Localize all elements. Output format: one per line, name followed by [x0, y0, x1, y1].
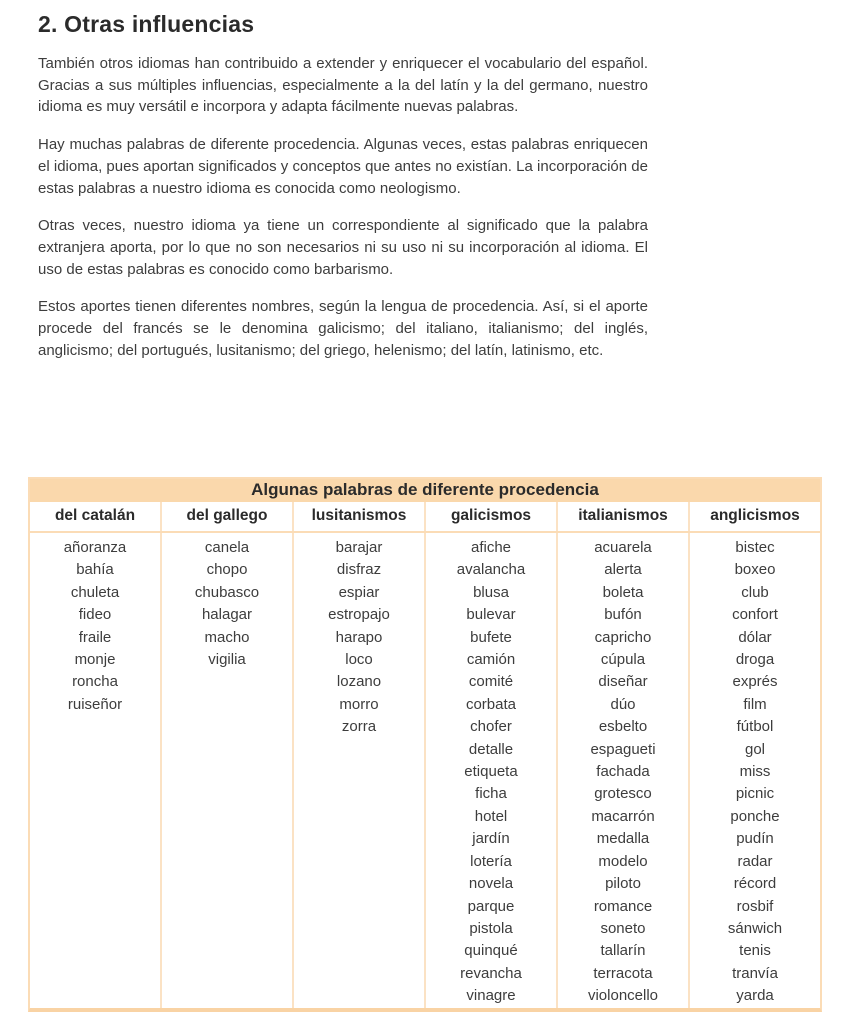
word-cell: halagar — [201, 606, 253, 624]
word-cell: chubasco — [194, 583, 260, 601]
word-cell: lotería — [470, 852, 512, 870]
word-cell: soneto — [600, 919, 646, 937]
column-header-2: lusitanismos — [294, 502, 426, 531]
word-cell: acuarela — [594, 539, 652, 556]
word-cell: bufón — [604, 606, 642, 624]
word-cell: terracota — [593, 964, 653, 982]
word-cell: rosbif — [736, 897, 774, 915]
word-cell: piloto — [605, 875, 641, 893]
word-cell: chofer — [470, 718, 512, 736]
table-column-5 — [690, 533, 820, 1008]
word-cell: modelo — [598, 852, 648, 870]
word-cell: hotel — [474, 807, 508, 825]
column-header-1: del gallego — [162, 502, 294, 531]
word-cell: cúpula — [600, 651, 646, 669]
column-header-0: del catalán — [30, 502, 162, 531]
word-cell: revancha — [460, 964, 522, 982]
paragraph-neologismo: Hay muchas palabras de diferente procedencia. Algunas veces, estas palabras enriquecen el idioma, pues aportan significados y conceptos que antes no existían. La incorporación de estas palabras a nuestro idioma es conocida como neologismo. — [38, 136, 648, 197]
word-cell: récord — [733, 875, 777, 893]
word-cell: bistec — [735, 539, 775, 556]
word-cell: dúo — [610, 695, 636, 713]
word-cell: pudín — [736, 830, 774, 848]
word-cell: afiche — [470, 539, 512, 556]
word-cell: picnic — [735, 785, 775, 803]
procedencia-table — [28, 477, 822, 1012]
word-cell: macarrón — [591, 807, 655, 825]
paragraph-barbarismo: Otras veces, nuestro idioma ya tiene un correspondiente al significado que la palabra extranjera aporta, por lo que no son necesarios ni su uso ni su incorporación al idioma. El uso de estas palabras es conocido como barbarismo. — [38, 217, 648, 278]
word-cell: vigilia — [208, 651, 246, 669]
column-header-4: italianismos — [558, 502, 690, 531]
word-cell: bufete — [470, 628, 512, 646]
paragraph-influencias: También otros idiomas han contribuido a extender y enriquecer el vocabulario del español. Gracias a sus múltiples influencias, especialmente a la del latín y la del germano, nuestro idioma es muy versátil e incorpora y adapta fácilmente nuevas palabras. — [38, 55, 648, 116]
word-cell: jardín — [472, 830, 510, 848]
word-cell: droga — [735, 651, 775, 669]
word-cell: camión — [466, 651, 516, 669]
word-cell: fideo — [78, 606, 112, 624]
table-column-4 — [558, 533, 690, 1008]
word-cell: tenis — [739, 942, 771, 960]
word-cell: fachada — [596, 763, 650, 781]
word-cell: parque — [467, 897, 515, 915]
word-cell: diseñar — [598, 673, 648, 691]
word-cell: blusa — [473, 583, 509, 601]
word-cell: quinqué — [464, 942, 518, 960]
section-heading: 2. Otras influencias — [38, 11, 255, 37]
word-cell: dólar — [738, 628, 772, 646]
word-cell: tallarín — [600, 942, 646, 960]
word-cell: estropajo — [328, 606, 390, 624]
word-cell: bahía — [76, 561, 114, 579]
word-cell: sánwich — [727, 919, 783, 937]
table-header-row — [30, 502, 820, 533]
word-cell: film — [743, 695, 767, 713]
word-cell: boleta — [602, 583, 644, 601]
word-cell: loco — [345, 651, 373, 669]
word-cell: espagueti — [590, 740, 656, 758]
body-text — [38, 53, 648, 377]
word-cell: macho — [204, 628, 250, 646]
word-cell: ruiseñor — [67, 695, 123, 713]
word-cell: pistola — [469, 919, 513, 937]
paragraph-aportes: Estos aportes tienen diferentes nombres, según la lengua de procedencia. Así, si el aporte procede del francés se le denomina galicismo; del italiano, italianismo; del inglés, anglicismo; del portugués, lusitanismo; del griego, helenismo; del latín, latinismo, etc. — [38, 298, 648, 359]
table-title: Algunas palabras de diferente procedencia — [30, 479, 820, 502]
word-cell: corbata — [465, 695, 517, 713]
column-header-5: anglicismos — [710, 507, 800, 524]
table-column-3 — [426, 533, 558, 1008]
word-cell: radar — [737, 852, 773, 870]
word-cell: lozano — [336, 673, 382, 691]
table-column-1 — [162, 533, 294, 1008]
word-cell: bulevar — [466, 606, 516, 624]
word-cell: detalle — [468, 740, 514, 758]
word-cell: gol — [744, 740, 766, 758]
word-cell: violoncello — [587, 987, 659, 1005]
word-cell: barajar — [335, 539, 383, 556]
word-cell: boxeo — [734, 561, 776, 579]
table-column-0 — [30, 533, 162, 1008]
word-cell: etiqueta — [464, 763, 518, 781]
table-body — [30, 533, 820, 1008]
word-cell: tranvía — [732, 964, 778, 982]
word-cell: yarda — [736, 987, 774, 1005]
word-cell: comité — [468, 673, 514, 691]
word-cell: romance — [593, 897, 653, 915]
word-cell: club — [741, 583, 769, 601]
word-cell: ponche — [730, 807, 780, 825]
word-cell: roncha — [72, 673, 118, 691]
word-cell: disfraz — [336, 561, 382, 579]
word-cell: vinagre — [466, 987, 516, 1005]
word-cell: grotesco — [594, 785, 652, 803]
word-cell: fútbol — [736, 718, 774, 736]
word-cell: medalla — [596, 830, 650, 848]
word-cell: monje — [74, 651, 116, 669]
word-cell: fraile — [78, 628, 112, 646]
table-column-2 — [294, 533, 426, 1008]
word-cell: espiar — [338, 583, 380, 601]
word-cell: capricho — [594, 628, 652, 646]
word-cell: miss — [739, 763, 771, 781]
word-cell: esbelto — [598, 718, 648, 736]
word-cell: chopo — [206, 561, 248, 579]
word-cell: confort — [732, 606, 778, 624]
word-cell: añoranza — [63, 539, 127, 556]
word-cell: canela — [204, 539, 250, 556]
word-cell: chuleta — [70, 583, 120, 601]
word-cell: zorra — [341, 718, 377, 736]
word-cell: exprés — [732, 673, 778, 691]
word-cell: novela — [468, 875, 514, 893]
word-cell: morro — [339, 695, 379, 713]
word-cell: alerta — [604, 561, 642, 579]
word-cell: avalancha — [456, 561, 526, 579]
column-header-3: galicismos — [426, 502, 558, 531]
word-cell: ficha — [475, 785, 507, 803]
word-cell: harapo — [335, 628, 383, 646]
